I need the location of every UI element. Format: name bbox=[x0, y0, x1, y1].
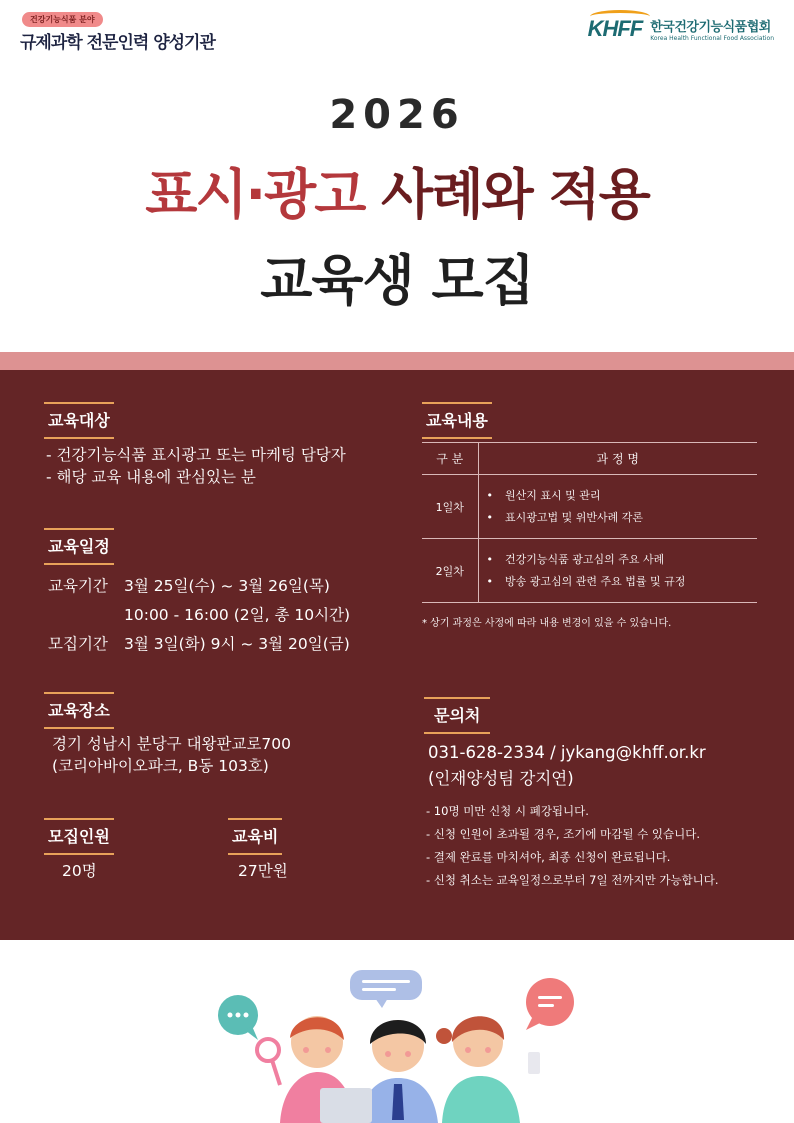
header-badge: 건강기능식품 분야 bbox=[22, 12, 103, 27]
contact-info bbox=[428, 740, 706, 792]
topics-cell bbox=[478, 475, 757, 539]
message-bubble-icon bbox=[350, 970, 422, 1008]
contact-label: 문의처 bbox=[424, 697, 490, 734]
year-title: 2026 bbox=[329, 92, 465, 138]
period-label: 교육기간 bbox=[48, 577, 108, 595]
logo-mark: KHFF bbox=[587, 16, 643, 41]
contact-phone-email: 031-628-2334 / jykang@khff.or.kr bbox=[428, 743, 706, 762]
place-line: (코리아바이오파크, B동 103호) bbox=[52, 757, 269, 775]
recruit-label: 모집기간 bbox=[48, 635, 108, 653]
notice-item: - 신청 인원이 초과될 경우, 조기에 마감될 수 있습니다. bbox=[426, 827, 700, 841]
person-right bbox=[436, 1016, 540, 1123]
target-section bbox=[44, 402, 114, 439]
notice-item: - 10명 미만 신청 시 폐강됩니다. bbox=[426, 804, 589, 818]
table-header-cell: 과 정 명 bbox=[478, 443, 757, 475]
notice-item: - 신청 취소는 교육일정으로부터 7일 전까지만 가능합니다. bbox=[426, 873, 719, 887]
contact-section bbox=[424, 697, 490, 734]
fee-label: 교육비 bbox=[228, 818, 282, 855]
period-row bbox=[48, 572, 350, 601]
day-cell: 1일차 bbox=[422, 475, 478, 539]
target-list bbox=[46, 444, 346, 488]
target-label: 교육대상 bbox=[44, 402, 114, 439]
chat-bubble-icon bbox=[218, 995, 258, 1040]
headline-part-a: 표시·광고 bbox=[145, 163, 365, 226]
place-label: 교육장소 bbox=[44, 692, 114, 729]
khff-logo bbox=[588, 16, 774, 42]
header-subtitle: 규제과학 전문인력 양성기관 bbox=[20, 33, 215, 53]
place-address bbox=[52, 733, 291, 777]
table-header-row bbox=[422, 443, 757, 475]
schedule-details bbox=[48, 572, 350, 659]
schedule-section bbox=[44, 528, 114, 565]
notice-item: - 결제 완료를 마치셔야, 최종 신청이 완료됩니다. bbox=[426, 850, 671, 864]
people-illustration bbox=[210, 960, 580, 1123]
recruit-row bbox=[48, 630, 350, 659]
topic-item: • 건강기능식품 광고심의 주요 사례 bbox=[487, 549, 758, 571]
table-row bbox=[422, 475, 757, 539]
time-row bbox=[48, 601, 350, 630]
notice-list bbox=[426, 800, 719, 892]
topic-item: • 표시광고법 및 위반사례 각론 bbox=[487, 507, 758, 529]
topic-item: • 원산지 표시 및 관리 bbox=[487, 485, 758, 507]
day-cell: 2일차 bbox=[422, 539, 478, 603]
topics-cell bbox=[478, 539, 757, 603]
schedule-label: 교육일정 bbox=[44, 528, 114, 565]
recruit-headline: 교육생 모집 bbox=[260, 249, 534, 312]
content-note: * 상기 과정은 사정에 따라 내용 변경이 있을 수 있습니다. bbox=[422, 618, 672, 629]
logo-korean-name: 한국건강기능식품협회 bbox=[650, 20, 771, 35]
target-item: - 해당 교육 내용에 관심있는 분 bbox=[46, 468, 256, 486]
fee-section bbox=[228, 818, 282, 855]
speech-bubble-icon bbox=[526, 978, 574, 1030]
capacity-label: 모집인원 bbox=[44, 818, 114, 855]
place-section bbox=[44, 692, 114, 729]
accent-band bbox=[0, 352, 794, 370]
content-table bbox=[422, 442, 757, 603]
period-value: 3월 25일(수) ~ 3월 26일(목) bbox=[124, 577, 330, 595]
headline bbox=[0, 152, 794, 229]
contact-person: (인재양성팀 강지연) bbox=[428, 769, 574, 788]
logo-english-name: Korea Health Functional Food Association bbox=[650, 35, 774, 42]
fee-value: 27만원 bbox=[238, 862, 288, 880]
logo-text bbox=[650, 16, 774, 42]
capacity-section bbox=[44, 818, 114, 855]
recruit-value: 3월 3일(화) 9시 ~ 3월 20일(금) bbox=[124, 635, 350, 653]
target-item: - 건강기능식품 표시광고 또는 마케팅 담당자 bbox=[46, 446, 346, 464]
content-section bbox=[422, 402, 492, 439]
headline-part-b: 사례와 적용 bbox=[381, 163, 649, 226]
content-label: 교육내용 bbox=[422, 402, 492, 439]
capacity-value: 20명 bbox=[62, 862, 97, 880]
table-header-cell: 구 분 bbox=[422, 443, 478, 475]
topic-item: • 방송 광고심의 관련 주요 법률 및 규정 bbox=[487, 571, 758, 593]
time-value: 10:00 - 16:00 (2일, 총 10시간) bbox=[124, 606, 351, 624]
place-line: 경기 성남시 분당구 대왕판교로700 bbox=[52, 735, 292, 753]
table-row bbox=[422, 539, 757, 603]
